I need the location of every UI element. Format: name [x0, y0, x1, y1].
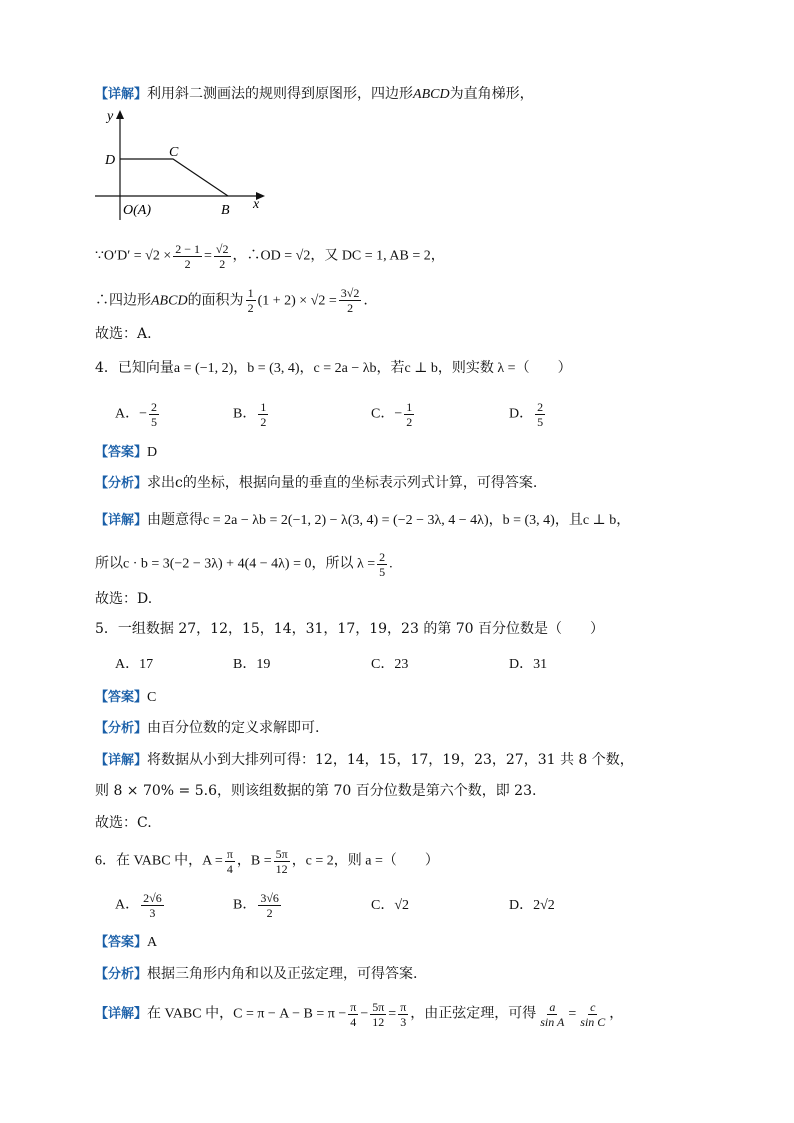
q6-detail-line: 【详解】在 VABC 中，C = π − A − B = π − $\frac{\pi}{4}$ − $\frac{5\pi}{12}$ = $\frac{\pi}{3}$ ，由正弦定理，可得 $\frac{a}{\text{sin A}}$ = $\frac{c}{\text{sin C}}$ ， [95, 1000, 624, 1029]
q6-stem: 6．在 VABC 中，A = $\frac{\pi}{4}$ ，B = $\frac{5\pi}{12}$ ，c = 2，则 a =（ ） [95, 847, 439, 876]
q4-vec-c: c = 2a − λb，若 [313, 361, 405, 376]
graph-label-x: x [253, 197, 260, 212]
q4-choice: 故选：D. [95, 591, 153, 607]
q6-option-a[interactable]: A． $\frac{2√6}{3}$ [115, 891, 162, 920]
graph-label-B: B [221, 203, 230, 218]
q4-perp: c ⊥ b，则实数 λ =（ ） [404, 361, 572, 376]
graph-label-D: D [105, 153, 116, 168]
q3-detail-line [95, 84, 754, 105]
q3-l3-frac: $\frac{1}{2}$ [247, 286, 254, 315]
q3-l3-end: . [363, 292, 368, 309]
q3-l3-res: $\frac{3√2}{2}$ [340, 286, 360, 315]
q5-choice: 故选：C. [95, 815, 152, 831]
detail-tag: 【详解】 [95, 753, 148, 768]
answer-tag: 【答案】 [95, 690, 148, 705]
q4-answer-line [95, 442, 754, 463]
q5-option-c[interactable]: C．23 [371, 657, 409, 672]
q6-analysis-line [95, 964, 754, 985]
graph-label-y: y [107, 109, 114, 124]
q5-detail-line2: 则 8 × 70% = 5.6，则该组数据的第 70 百分位数是第六个数，即 23. [95, 783, 537, 799]
q5-answer: C [147, 690, 157, 705]
q4-option-a[interactable]: A．− $\frac{2}{5}$ [115, 400, 158, 429]
q4-analysis-line [95, 473, 754, 494]
q4-option-d[interactable]: D． $\frac{2}{5}$ [509, 400, 544, 429]
q3-l3-a: ∴四边形 [95, 292, 151, 309]
q3-l3-quad: ABCD [151, 293, 188, 309]
q4-detail-l1: 由题意得c = 2a − λb = 2(−1, 2) − λ(3, 4) = (−2 − 3λ, 4 − 4λ)，b = (3, 4)，且c ⊥ b， [147, 513, 631, 528]
q6-option-c[interactable]: C．√2 [371, 898, 410, 913]
q3-detail-tail: 为直角梯形， [449, 86, 534, 102]
q4-stem-a: 4．已知向量 [95, 360, 174, 376]
q6-answer: A [147, 935, 158, 950]
q6-option-b[interactable]: B． $\frac{3√6}{2}$ [233, 891, 279, 920]
q3-choice: 故选：A. [95, 326, 152, 342]
analysis-tag: 【分析】 [95, 967, 148, 982]
q4-option-b[interactable]: B． $\frac{1}{2}$ [233, 400, 267, 429]
q4-vec-a: a = (−1, 2)， [173, 361, 248, 376]
analysis-tag: 【分析】 [95, 721, 148, 736]
q5-detail-l1: 将数据从小到大排列可得：12，14，15，17，19，23，27，31 共 8 个数， [147, 752, 634, 768]
detail-tag: 【详解】 [95, 1006, 148, 1022]
answer-tag: 【答案】 [95, 445, 148, 460]
q5-analysis: 由百分位数的定义求解即可. [147, 720, 320, 736]
q5-detail-line1 [95, 750, 754, 771]
q3-l2-a: ∵O′D′ = √2 × [95, 248, 172, 264]
q6-A-frac: $\frac{\pi}{4}$ [226, 847, 233, 876]
q6-B-frac: $\frac{5\pi}{12}$ [275, 847, 288, 876]
q3-l3-b: 的面积为 [187, 292, 244, 309]
q3-l2-eq: = [204, 248, 212, 264]
q4-answer: D [147, 445, 158, 460]
detail-tag: 【详解】 [95, 513, 148, 528]
q3-l2-frac: $\frac{2 - 1}{2}$ [175, 242, 201, 271]
q5-stem: 5．一组数据 27，12，15，14，31，17，19，23 的第 70 百分位数是（ ） [95, 621, 605, 637]
q4-stem [95, 358, 754, 379]
q4-detail-frac: $\frac{2}{5}$ [379, 550, 386, 579]
q4-detail-l2-a: 所以c · b = 3(−2 − 3λ) + 4(4 − 4λ) = 0，所以 λ = [95, 556, 376, 572]
q3-quad: ABCD [413, 87, 450, 102]
q3-calc-line2 [95, 286, 754, 315]
q5-option-b[interactable]: B．19 [233, 657, 271, 672]
q4-detail-line1 [95, 510, 754, 531]
y-arrow [116, 110, 124, 119]
q4-vec-b: b = (3, 4)， [247, 361, 314, 376]
trapezoid-outline [120, 159, 228, 196]
q4-detail-line2: 所以c · b = 3(−2 − 3λ) + 4(4 − 4λ) = 0，所以 λ = $\frac{2}{5}$ . [95, 550, 393, 579]
q5-option-d[interactable]: D．31 [509, 657, 548, 672]
trapezoid-graph [95, 108, 275, 220]
q3-l3-mid: (1 + 2) × √2 = [257, 293, 337, 309]
graph-label-C: C [169, 145, 179, 160]
q5-analysis-line [95, 718, 754, 739]
q5-option-a[interactable]: A．17 [115, 657, 154, 672]
q4-analysis: 求出c的坐标，根据向量的垂直的坐标表示列式计算，可得答案. [147, 475, 538, 491]
q6-analysis: 根据三角形内角和以及正弦定理，可得答案. [147, 966, 418, 982]
q3-calc-line1 [95, 242, 754, 271]
answer-tag: 【答案】 [95, 935, 148, 950]
q6-answer-line [95, 932, 754, 953]
q3-detail-text: 利用斜二测画法的规则得到原图形，四边形 [147, 86, 414, 102]
q5-answer-line [95, 687, 754, 708]
q3-l2-frac2: $\frac{√2}{2}$ [215, 242, 229, 271]
analysis-tag: 【分析】 [95, 476, 148, 491]
q4-option-c[interactable]: C．− $\frac{1}{2}$ [371, 400, 413, 429]
q3-l2-b: ，∴OD = √2，又 DC = 1, AB = 2， [232, 248, 445, 264]
detail-tag: 【详解】 [95, 87, 148, 102]
graph-label-O: O(A) [123, 203, 151, 218]
q6-option-d[interactable]: D．2√2 [509, 898, 555, 913]
